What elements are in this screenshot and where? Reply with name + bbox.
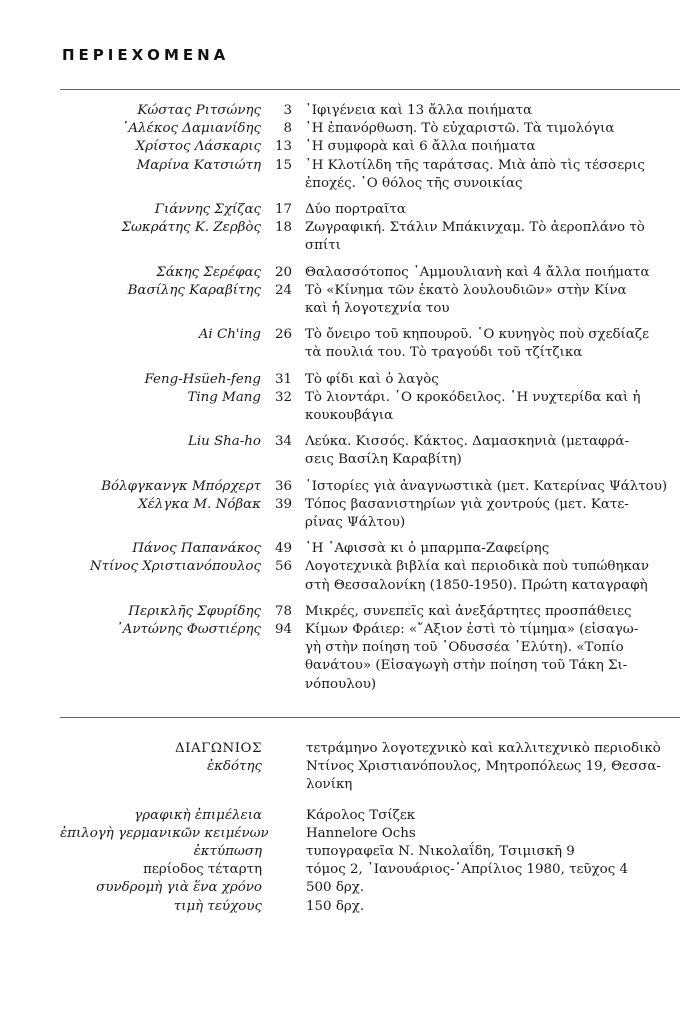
toc-title-line: ῾Η ᾿Αφισσὰ κι ὁ μπαρμπα-Ζαφείρης xyxy=(305,541,550,557)
toc-title-line: Λογοτεχνικὰ βιβλία καὶ περιοδικὰ ποὺ τυπώθηκαν xyxy=(305,559,650,575)
toc-entry xyxy=(60,282,690,318)
toc-entry xyxy=(60,621,690,694)
toc-author: Liu Sha-ho xyxy=(187,434,261,450)
colophon-label: περίοδος τέταρτη xyxy=(143,862,262,878)
toc-author: Βόλφγκανγκ Μπόρχερτ xyxy=(101,478,261,494)
toc-title-line: Τὸ «Κίνημα τῶν ἑκατὸ λουλουδιῶν» στὴν Κίνα xyxy=(305,282,627,298)
toc-page-number: 94 xyxy=(274,622,292,638)
toc-title xyxy=(305,282,687,318)
toc-author: Πάνος Παπανάκος xyxy=(132,541,261,557)
toc-entry xyxy=(60,603,690,621)
colophon xyxy=(60,740,690,916)
toc-page-number: 3 xyxy=(283,103,292,118)
toc-title xyxy=(305,621,687,694)
toc-entry xyxy=(60,389,690,425)
colophon-row xyxy=(60,825,690,843)
colophon-label: ΔΙΑΓΩΝΙΟΣ xyxy=(175,741,262,756)
toc-entry xyxy=(60,496,690,532)
toc-title-line: στὴ Θεσσαλονίκη (1850-1950). Πρώτη καταγραφὴ xyxy=(305,577,648,593)
colophon-value xyxy=(306,879,691,897)
toc-title xyxy=(305,371,687,389)
toc-entry xyxy=(60,558,690,594)
toc-title-line: σπίτι xyxy=(305,238,341,254)
table-of-contents xyxy=(60,102,690,694)
toc-title-line: ᾿Ιφιγένεια καὶ 13 ἄλλα ποιήματα xyxy=(305,103,533,118)
toc-author: Ντίνος Χριστιανόπουλος xyxy=(89,559,261,575)
page-title: ΠΕΡΙΕΧΟΜΕΝΑ xyxy=(62,46,230,64)
toc-page-number: 24 xyxy=(274,282,292,298)
toc-entry xyxy=(60,138,690,156)
colophon-label: ἐκδότης xyxy=(206,759,262,775)
toc-page-number: 18 xyxy=(274,220,292,236)
toc-title xyxy=(305,157,687,193)
toc-title-line: Λεύκα. Κισσός. Κάκτος. Δαμασκηνιὰ (μεταφρά- xyxy=(305,434,629,450)
colophon-row xyxy=(60,879,690,897)
colophon-value-line: 150 δρχ. xyxy=(306,898,365,914)
toc-title-line: Ζωγραφική. Στάλιν Μπάκινχαμ. Τὸ ἀεροπλάνο τὸ xyxy=(305,220,645,236)
toc-entry xyxy=(60,157,690,193)
toc-entry xyxy=(60,371,690,389)
toc-title-line: ῾Η ἐπανόρθωση. Τὸ εὐχαριστῶ. Τὰ τιμολόγια xyxy=(305,121,615,137)
toc-title xyxy=(305,102,687,120)
toc-title xyxy=(305,219,687,255)
toc-title xyxy=(305,496,687,532)
colophon-value xyxy=(306,843,691,861)
colophon-value xyxy=(306,807,691,825)
toc-entry xyxy=(60,433,690,469)
toc-author: ᾿Αντώνης Φωστιέρης xyxy=(115,622,261,638)
toc-page-number: 15 xyxy=(274,157,292,173)
toc-author: Σωκράτης Κ. Ζερβὸς xyxy=(121,220,261,236)
toc-page-number: 32 xyxy=(274,389,292,405)
toc-page-number: 8 xyxy=(283,121,292,137)
colophon-row xyxy=(60,861,690,879)
toc-author: Χρίστος Λάσκαρις xyxy=(135,139,261,155)
toc-author: Ai Ch'ing xyxy=(198,327,261,343)
toc-author: Γιάννης Σχίζας xyxy=(154,202,261,218)
toc-page-number: 20 xyxy=(274,264,292,280)
colophon-value-line: τυπογραφεῖα Ν. Νικολαΐδη, Τσιμισκῆ 9 xyxy=(306,844,575,860)
toc-author: Μαρίνα Κατσιώτη xyxy=(136,157,261,173)
colophon-row xyxy=(60,740,690,758)
toc-author: ᾿Αλέκος Δαμιανίδης xyxy=(121,121,261,137)
toc-author: Βασίλης Καραβίτης xyxy=(127,282,261,298)
toc-entry xyxy=(60,540,690,558)
toc-title-line: Τόπος βασανιστηρίων γιὰ χοντρούς (μετ. Κατε- xyxy=(305,496,629,512)
toc-entry xyxy=(60,219,690,255)
toc-title-line: καὶ ἡ λογοτεχνία του xyxy=(305,301,450,317)
colophon-value-line: 500 δρχ. xyxy=(306,880,365,896)
toc-title xyxy=(305,120,687,138)
toc-title xyxy=(305,138,687,156)
toc-title xyxy=(305,201,687,219)
toc-entry xyxy=(60,326,690,362)
toc-page-number: 26 xyxy=(274,327,292,343)
colophon-divider xyxy=(60,717,680,718)
toc-title-line: Τὸ λιοντάρι. ῾Ο κροκόδειλος. ῾Η νυχτερίδα καὶ ἡ xyxy=(305,389,641,405)
toc-title-line: γὴ στὴν ποίηση τοῦ ᾿Οδυσσέα ᾿Ελύτη). «Τοπίο xyxy=(305,640,624,656)
toc-title-line: ῾Η συμφορὰ καὶ 6 ἄλλα ποιήματα xyxy=(305,139,536,155)
toc-title-line: ῾Η Κλοτίλδη τῆς ταράτσας. Μιὰ ἀπὸ τὶς τέσσερις xyxy=(305,157,645,173)
toc-title xyxy=(305,389,687,425)
toc-title xyxy=(305,603,687,621)
toc-title xyxy=(305,558,687,594)
toc-title xyxy=(305,540,687,558)
colophon-row xyxy=(60,843,690,861)
colophon-value xyxy=(306,758,691,794)
colophon-value-line: Hannelore Ochs xyxy=(306,825,416,841)
toc-title-line: τὰ πουλιά του. Τὸ τραγούδι τοῦ τζίτζικα xyxy=(305,345,583,361)
toc-title-line: Θαλασσότοπος ᾿Αμμουλιανὴ καὶ 4 ἄλλα ποιήματα xyxy=(305,264,650,280)
toc-author: Feng-Hsüeh-feng xyxy=(144,371,261,387)
toc-author: Κώστας Ριτσώνης xyxy=(137,103,261,118)
toc-title-line: Τὸ φίδι καὶ ὁ λαγὸς xyxy=(305,371,439,387)
toc-title xyxy=(305,326,687,362)
toc-author: Χέλγκα Μ. Νόβακ xyxy=(138,496,261,512)
toc-title-line: ρίνας Ψάλτου) xyxy=(305,515,406,531)
toc-page-number: 31 xyxy=(274,371,292,387)
toc-title-line: θανάτου» (Εἰσαγωγὴ στὴν ποίηση τοῦ Τάκη Σι- xyxy=(305,658,628,674)
toc-author: Σάκης Σερέφας xyxy=(156,264,261,280)
colophon-label: συνδρομὴ γιὰ ἕνα χρόνο xyxy=(96,880,262,896)
colophon-value-line: τετράμηνο λογοτεχνικὸ καὶ καλλιτεχνικὸ περιοδικὸ xyxy=(306,741,661,756)
colophon-row xyxy=(60,807,690,825)
colophon-row xyxy=(60,898,690,916)
toc-title-line: Τὸ ὄνειρο τοῦ κηπουροῦ. ῾Ο κυνηγὸς ποὺ σχεδίαζε xyxy=(305,327,650,343)
toc-entry xyxy=(60,264,690,282)
toc-title-line: Κίμων Φράιερ: «῎Αξιον ἐστὶ τὸ τίμημα» (εἰσαγω- xyxy=(305,622,639,638)
colophon-label: τιμὴ τεύχους xyxy=(173,898,262,914)
toc-author: Ting Mang xyxy=(187,389,261,405)
toc-title-line: κουκουβάγια xyxy=(305,408,394,424)
colophon-value xyxy=(306,898,691,916)
toc-entry xyxy=(60,201,690,219)
toc-author: Περικλῆς Σφυρίδης xyxy=(128,603,261,619)
toc-title xyxy=(305,478,687,496)
colophon-row xyxy=(60,758,690,794)
toc-page-number: 34 xyxy=(274,434,292,450)
colophon-value-line: Ντίνος Χριστιανόπουλος, Μητροπόλεως 19, Θεσσα- xyxy=(306,759,661,775)
colophon-value xyxy=(306,825,691,843)
toc-entry xyxy=(60,102,690,120)
toc-page-number: 36 xyxy=(274,478,292,494)
toc-title-line: ῾Ιστορίες γιὰ ἀναγνωστικὰ (μετ. Κατερίνας Ψάλτου) xyxy=(305,478,668,494)
toc-page-number: 13 xyxy=(274,139,292,155)
toc-page-number: 78 xyxy=(274,603,292,619)
toc-title-line: σεις Βασίλη Καραβίτη) xyxy=(305,452,462,468)
top-divider xyxy=(60,89,680,90)
toc-title-line: νόπουλου) xyxy=(305,676,377,692)
colophon-value-line: τόμος 2, ᾿Ιανουάριος-᾿Απρίλιος 1980, τεῦχος 4 xyxy=(306,862,629,878)
toc-title xyxy=(305,433,687,469)
toc-title-line: Δύο πορτραῖτα xyxy=(305,202,406,218)
colophon-value-line: λονίκη xyxy=(306,777,353,793)
colophon-label: γραφικὴ ἐπιμέλεια xyxy=(134,807,262,823)
toc-page-number: 56 xyxy=(274,559,292,575)
colophon-value xyxy=(306,740,691,758)
toc-entry xyxy=(60,120,690,138)
toc-title xyxy=(305,264,687,282)
toc-title-line: ἐποχές. ῾Ο θόλος τῆς συνοικίας xyxy=(305,175,523,191)
colophon-label: ἐπιλογὴ γερμανικῶν κειμένων xyxy=(60,825,269,841)
toc-page-number: 49 xyxy=(274,541,292,557)
colophon-value-line: Κάρολος Τσίζεκ xyxy=(306,807,416,823)
toc-page-number: 39 xyxy=(274,496,292,512)
toc-entry xyxy=(60,478,690,496)
toc-page-number: 17 xyxy=(274,202,292,218)
toc-title-line: Μικρές, συνεπεῖς καὶ ἀνεξάρτητες προσπάθειες xyxy=(305,603,632,619)
colophon-value xyxy=(306,861,691,879)
colophon-label: ἐκτύπωση xyxy=(193,844,262,860)
